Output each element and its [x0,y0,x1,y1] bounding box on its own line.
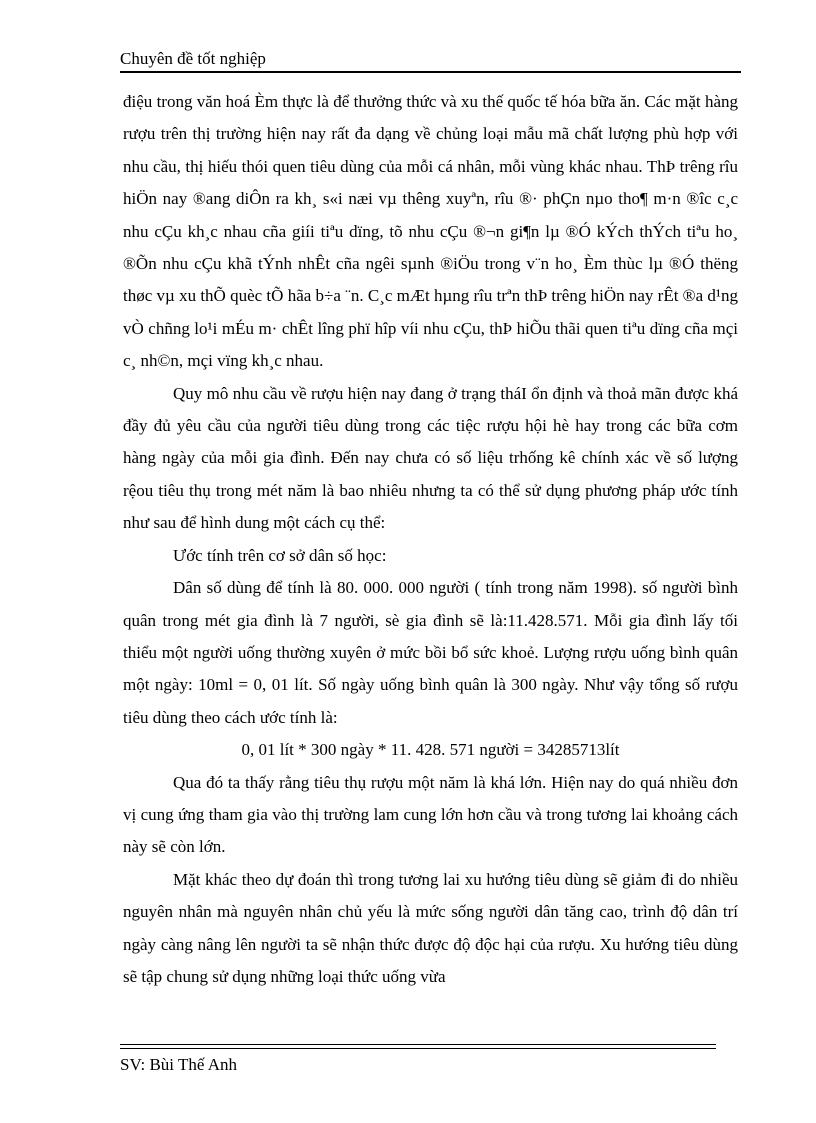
footer-divider-top [120,1044,716,1049]
paragraph-estimate-heading: Ước tính trên cơ sở dân số học: [173,545,387,565]
paragraph-consumption: Qua đó ta thấy rằng tiêu thụ rượu một năm là khá lớn. Hiện nay do quá nhiều đơn vị cung ứng tham gia vào thị trường lam cung lớn hơn cầu và trong tương lai khoảng cách này sẽ còn lớn. [123,772,738,857]
paragraph-population: Dân số dùng để tính là 80. 000. 000 người ( tính trong năm 1998). số người bình quân trong mét gia đình là 7 người, sè gia đình sẽ là:11.428.571. Mỗi gia đình lấy tối thiểu một người uống thường xuyên ở mức bồi bổ sức khoẻ. Lượng rượu uống bình quân một ngày: 10ml = 0, 01 lít. Số ngày uống bình quân là 300 ngày. Như vậy tổng số rượu tiêu dùng theo cách ước tính là: [123,578,738,727]
formula-line: 0, 01 lít * 300 ngày * 11. 428. 571 người = 34285713lít [241,740,620,760]
document-body [123,86,738,993]
paragraph-forecast: Mặt khác theo dự đoán thì trong tương lai xu hướng tiêu dùng sẽ giảm đi do nhiều nguyên nhân mà nguyên nhân chủ yếu là mức sống người dân tăng cao, trình độ dân trí ngày càng nâng lên người ta sẽ nhận thức được độ độc hại của rượu. Xu hướng tiêu dùng sẽ tập chung sử dụng những loại thức uống vừa [123,869,738,986]
paragraph-continued: điệu trong văn hoá Èm thực là để thưởng thức và xu thế quốc tế hóa bữa ăn. Các mặt hàng rượu trên thị trường hiện nay rất đa dạng về chủng loại mẫu mã chất lượng phù hợp với nhu cầu, thị hiếu thói quen tiêu dùng của mỗi cá nhân, mỗi vùng khác nhau. ThÞ trêng rîu hiÖn nay ®ang diÔn ra kh¸ s«i næi vµ thêng xuyªn, rîu ®· phÇn nµo tho¶ m·n ®îc c¸c nhu cÇu kh¸c nhau cña giíi tiªu dïng, tõ nhu cÇu ®¬n gi¶n lµ ®Ó kÝch thÝch tiªu ho¸ ®Õn nhu cÇu khã tÝnh nhÊt cña ngêi sµnh ®iÖu trong v¨n ho¸ Èm thùc lµ ®Ó thëng thøc vµ xu thÕ quèc tÕ hãa b÷a ¨n. C¸c mÆt hµng rîu trªn thÞ trêng hiÖn nay rÊt ®a d¹ng vÒ chñng lo¹i mÉu m· chÊt lîng phï hîp víi nhu cÇu, thÞ hiÕu thãi quen tiªu dïng cña mçi c¸ nh©n, mçi vïng kh¸c nhau. [123,92,738,371]
page-footer-author: SV: Bùi Thế Anh [120,1055,237,1074]
header-divider [120,71,741,73]
paragraph-demand-scale: Quy mô nhu cầu về rượu hiện nay đang ở trạng tháI ổn định và thoả mãn được khá đầy đủ yêu cầu của người tiêu dùng trong các tiệc rượu hội hè hay trong các bữa cơm hàng ngày của mỗi gia đình. Đến nay chưa có số liệu trhống kê chính xác về số lượng rệou tiêu thụ trong mét năm là bao nhiêu nhưng ta có thể sử dụng phương pháp ước tính như sau để hình dung một cách cụ thể: [123,383,738,533]
page-header-title: Chuyên đề tốt nghiệp [120,49,266,68]
